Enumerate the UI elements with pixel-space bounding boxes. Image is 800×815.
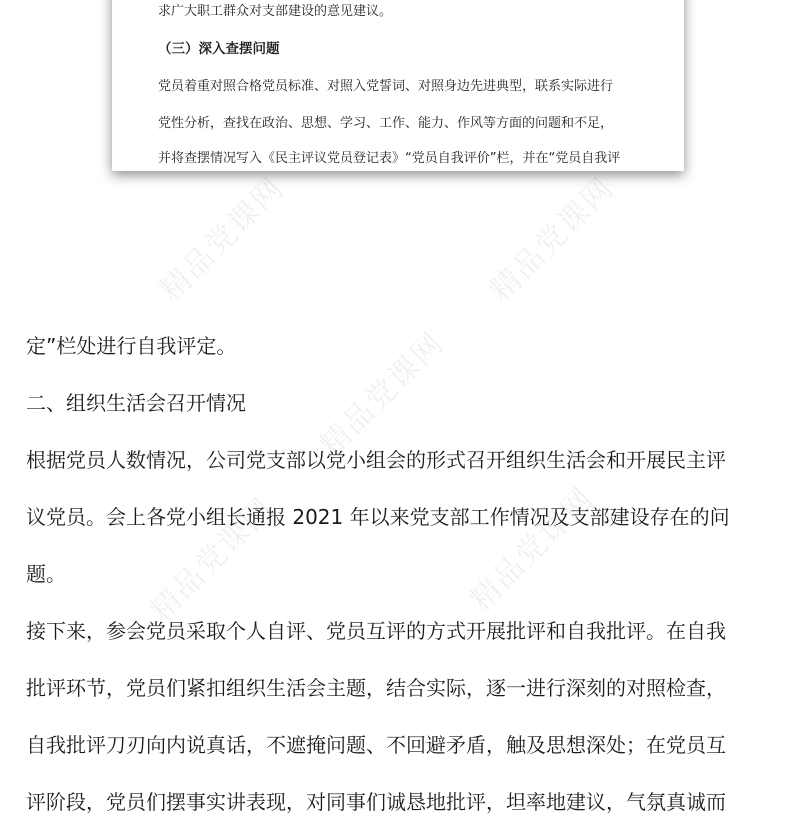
watermark: 精品党课网 — [143, 490, 282, 629]
preview-section-heading: （三）深入查摆问题 — [158, 41, 280, 57]
preview-line: 并将查摆情况写入《民主评议党员登记表》“党员自我评价”栏，并在“党员自我评 — [158, 151, 621, 166]
section-heading: 二、组织生活会召开情况 — [26, 391, 246, 415]
paragraph-line: 根据党员人数情况，公司党支部以党小组会的形式召开组织生活会和开展民主评 — [26, 448, 726, 472]
paragraph-line: 题。 — [26, 562, 66, 586]
watermark: 精品党课网 — [313, 325, 452, 464]
preview-line: 求广大职工群众对支部建设的意见建议。 — [158, 4, 393, 19]
paragraph-line: 议党员。会上各党小组长通报 2021 年以来党支部工作情况及支部建设存在的问 — [26, 505, 730, 529]
paragraph-line: 评阶段，党员们摆事实讲表现，对同事们诚恳地批评，坦率地建议，气氛真诚而 — [26, 790, 726, 814]
document-preview-card — [112, 0, 684, 171]
paragraph-line: 定”栏处进行自我评定。 — [26, 334, 237, 358]
paragraph-line: 接下来，参会党员采取个人自评、党员互评的方式开展批评和自我批评。在自我 — [26, 619, 726, 643]
preview-line: 党性分析，查找在政治、思想、学习、工作、能力、作风等方面的问题和不足， — [158, 116, 614, 131]
watermark: 精品党课网 — [483, 170, 622, 309]
watermark: 精品党课网 — [463, 480, 602, 619]
watermark: 精品党课网 — [153, 170, 292, 309]
paragraph-line: 自我批评刀刃向内说真话，不遮掩问题、不回避矛盾，触及思想深处；在党员互 — [26, 733, 726, 757]
paragraph-line: 批评环节，党员们紧扣组织生活会主题，结合实际，逐一进行深刻的对照检查， — [26, 676, 726, 700]
preview-line: 党员着重对照合格党员标准、对照入党誓词、对照身边先进典型，联系实际进行 — [158, 79, 614, 94]
